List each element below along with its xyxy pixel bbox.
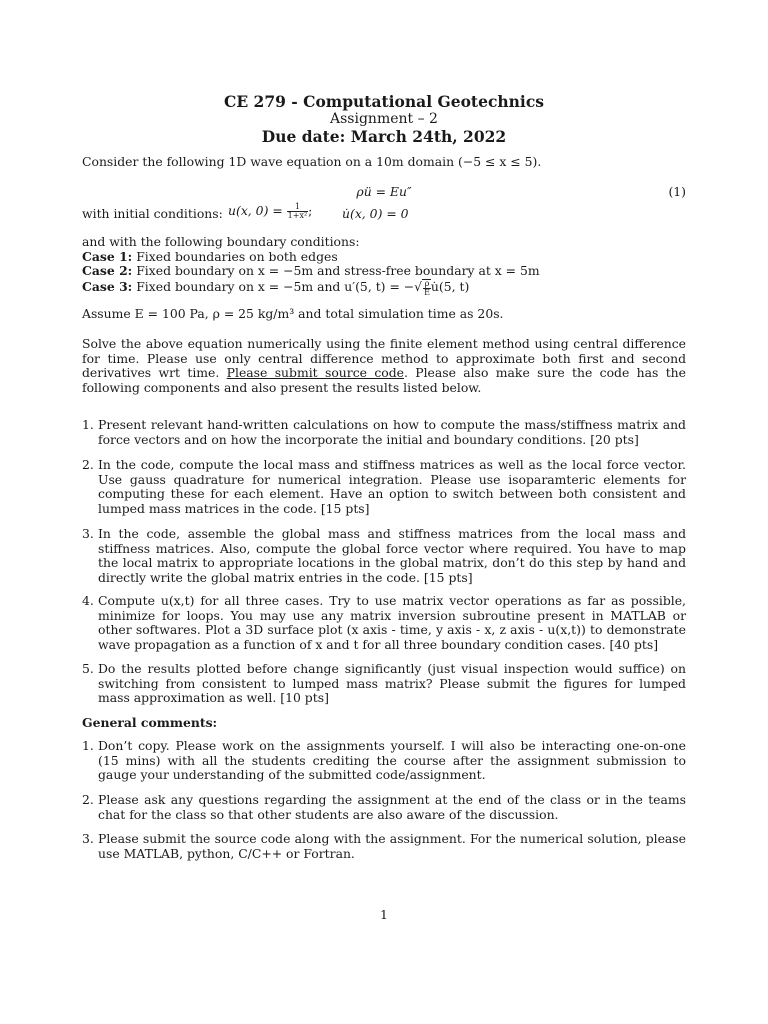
task-text: Present relevant hand-written calculations on how to compute the mass/stiffness matrix and force vectors and on how the incorporate the initial and boundary conditions. [20 pts] xyxy=(98,417,686,447)
general-comments-heading: General comments: xyxy=(82,715,218,730)
comment-number: 1. xyxy=(82,738,94,753)
case-2-label: Case 2: xyxy=(82,263,133,279)
task-item-4 xyxy=(82,593,686,652)
task-number: 1. xyxy=(82,417,94,432)
initial-displacement-lhs: u(x, 0) = xyxy=(228,203,287,218)
case-3-label: Case 3: xyxy=(82,278,133,294)
task-item-1 xyxy=(82,417,686,447)
boundary-intro: and with the following boundary conditions: xyxy=(82,234,360,249)
sqrt-denominator: E xyxy=(424,287,430,297)
case-1-text: Fixed boundaries on both edges xyxy=(132,248,338,264)
due-date: Due date: March 24th, 2022 xyxy=(261,127,507,146)
task-number: 3. xyxy=(82,526,94,541)
case-3-tail: u̇(5, t) xyxy=(430,278,470,294)
case-3 xyxy=(82,279,469,297)
comment-text: Please submit the source code along with the assignment. For the numerical solution, please use MATLAB, python, C/C++ or Fortran. xyxy=(98,831,686,861)
assumptions: Assume E = 100 Pa, ρ = 25 kg/m³ and total simulation time as 20s. xyxy=(82,306,504,321)
task-text: In the code, assemble the global mass and stiffness matrices from the local mass and stiffness matrices. Also, compute the global force vector where required. You have to map the local matrix to appropriate locations in the global matrix, don’t do this step by hand and directly write the global matrix entries in the code. [15 pts] xyxy=(98,526,686,585)
case-2-text: Fixed boundary on x = −5m and stress-free boundary at x = 5m xyxy=(132,263,540,279)
solve-text: Solve the above equation numerically using the finite element method using central difference for time. Please use only central difference method to approximate both first and second derivatives wrt time. xyxy=(82,336,686,381)
comment-item-2 xyxy=(82,792,686,822)
sqrt-sign: √ xyxy=(414,278,423,294)
task-item-3 xyxy=(82,526,686,585)
task-text: Compute u(x,t) for all three cases. Try to use matrix vector operations as far as possible, minimize for loops. You may use any matrix inversion subroutine present in MATLAB or other softwares. Plot a 3D surface plot (x axis - time, y axis - x, z axis - u(x,t)) to demonstrate wave propagation as a function of x and t for all three boundary condition cases. [40 pts] xyxy=(98,593,686,652)
comment-text: Please ask any questions regarding the assignment at the end of the class or in the teams chat for the class so that other students are also aware of the discussion. xyxy=(98,792,686,822)
wave-equation: ρü = Eu″ xyxy=(356,184,412,199)
fraction-numerator: 1 xyxy=(287,203,309,212)
sqrt-radicand xyxy=(422,279,431,297)
case-3-text: Fixed boundary on x = −5m and u′(5, t) = − xyxy=(132,278,415,294)
task-text: Do the results plotted before change significantly (just visual inspection would suffice) on switching from consistent to lumped mass matrix? Please submit the figures for lumped mass approximation as well. [10 pts] xyxy=(98,661,686,706)
comment-text: Don’t copy. Please work on the assignments yourself. I will also be interacting one-on-one (15 mins) with all the students crediting the course after the assignment submission to gauge your understanding of the submitted code/assignment. xyxy=(98,738,686,783)
task-item-5 xyxy=(82,661,686,706)
submit-source-underlined: Please submit source code xyxy=(226,365,404,381)
sqrt-fraction xyxy=(423,280,431,297)
comment-number: 2. xyxy=(82,792,94,807)
assignment-label: Assignment – 2 xyxy=(330,111,438,127)
case-1 xyxy=(82,250,338,265)
solve-instructions xyxy=(82,337,686,395)
initial-displacement-tail: ; xyxy=(308,203,313,218)
task-text: In the code, compute the local mass and stiffness matrices as well as the local force vector. Use gauss quadrature for numerical integration. Please use isoparamteric elements for computing these for each element. Have an option to switch between both consistent and lumped mass matrices in the code. [15 pts] xyxy=(98,457,686,516)
comment-item-3 xyxy=(82,831,686,861)
task-item-2 xyxy=(82,457,686,516)
case-1-label: Case 1: xyxy=(82,248,133,264)
submit-rest: . Please also make sure the code has the following components and also present the results listed below. xyxy=(82,365,686,395)
initial-velocity: u̇(x, 0) = 0 xyxy=(342,206,409,221)
initial-displacement-fraction xyxy=(287,203,309,220)
intro-text: Consider the following 1D wave equation on a 10m domain (−5 ≤ x ≤ 5). xyxy=(82,154,542,169)
task-number: 5. xyxy=(82,661,94,676)
initial-conditions-label: with initial conditions: xyxy=(82,206,223,221)
page-number: 1 xyxy=(380,907,388,922)
comment-item-1 xyxy=(82,738,686,783)
task-number: 2. xyxy=(82,457,94,472)
initial-displacement xyxy=(228,203,312,220)
course-title: CE 279 - Computational Geotechnics xyxy=(224,92,544,111)
fraction-denominator: 1+x² xyxy=(287,211,308,220)
equation-number: (1) xyxy=(668,184,686,199)
task-number: 4. xyxy=(82,593,94,608)
sqrt-numerator: ρ xyxy=(424,278,430,288)
comment-number: 3. xyxy=(82,831,94,846)
case-2 xyxy=(82,264,540,279)
